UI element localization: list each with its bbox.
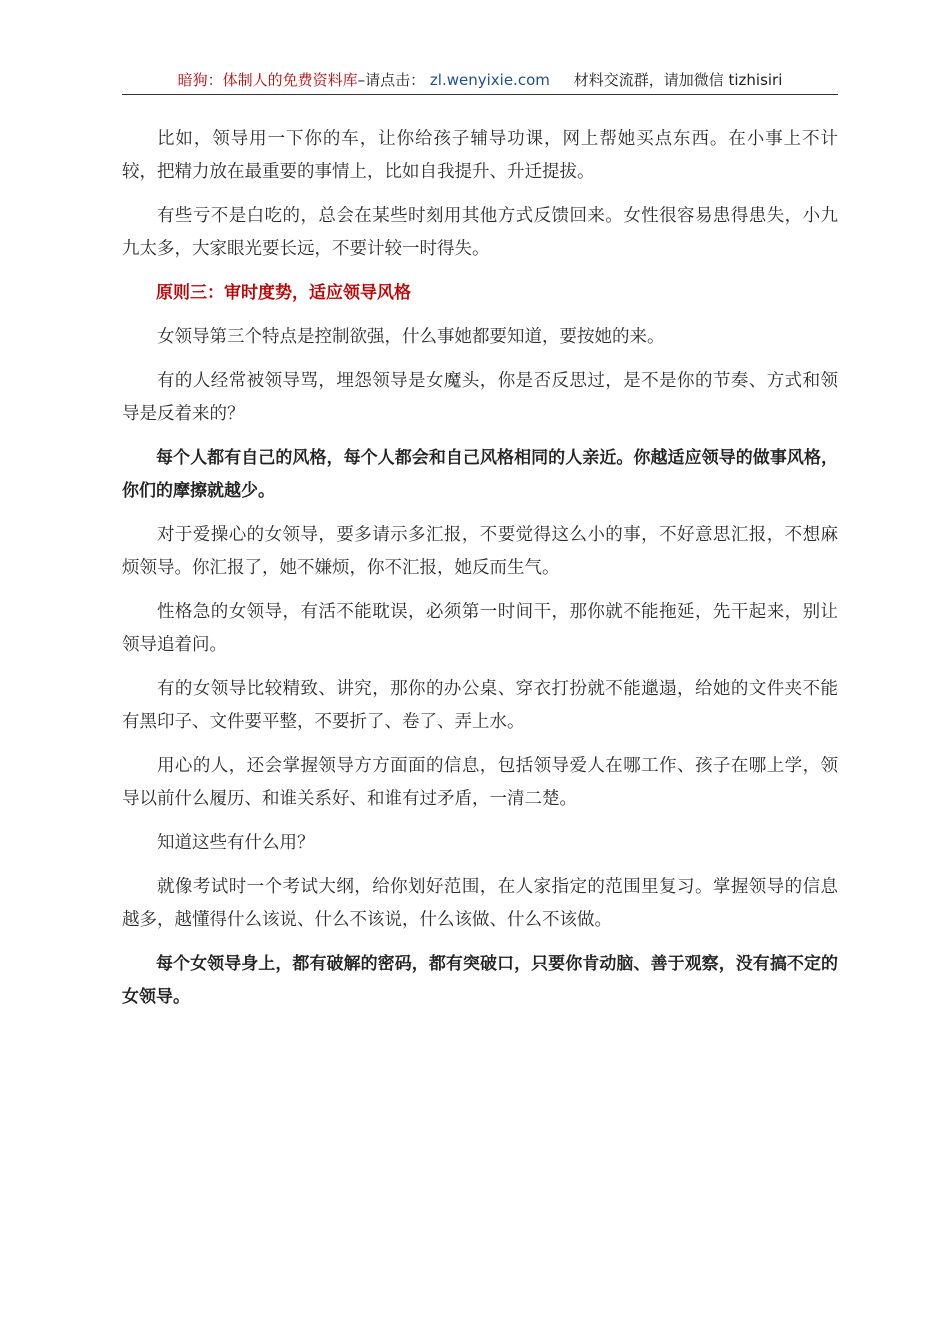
header-url-link[interactable]: zl.wenyixie.com — [429, 71, 550, 89]
paragraph: 用心的人，还会掌握领导方方面面的信息，包括领导爱人在哪工作、孩子在哪上学，领导以前什么履历、和谁关系好、和谁有过矛盾，一清二楚。 — [122, 756, 838, 809]
header-site-name: 暗狗：体制人的免费资料库 — [177, 71, 358, 89]
paragraph: 就像考试时一个考试大纲，给你划好范围，在人家指定的范围里复习。掌握领导的信息越多，越懂得什么该说、什么不该说，什么该做、什么不该做。 — [122, 877, 838, 930]
paragraph: 有的人经常被领导骂，埋怨领导是女魔头，你是否反思过，是不是你的节奏、方式和领导是反着来的？ — [122, 371, 838, 424]
paragraph: 有些亏不是白吃的，总会在某些时刻用其他方式反馈回来。女性很容易患得患失，小九九太多，大家眼光要长远，不要计较一时得失。 — [122, 206, 838, 259]
article-body — [122, 123, 838, 1025]
bold-paragraph: 每个人都有自己的风格，每个人都会和自己风格相同的人亲近。你越适应领导的做事风格，你们的摩擦就越少。 — [122, 448, 838, 501]
paragraph: 比如，领导用一下你的车，让你给孩子辅导功课，网上帮她买点东西。在小事上不计较，把精力放在最重要的事情上，比如自我提升、升迁提拔。 — [122, 129, 838, 182]
header-wechat-note: 材料交流群，请加微信 tizhisiri — [573, 71, 783, 89]
section-heading: 原则三：审时度势，适应领导风格 — [156, 283, 411, 303]
paragraph: 性格急的女领导，有活不能耽误，必须第一时间干，那你就不能拖延，先干起来，别让领导追着问。 — [122, 602, 838, 655]
page-header — [122, 70, 838, 95]
bold-paragraph: 每个女领导身上，都有破解的密码，都有突破口，只要你肯动脑、善于观察，没有搞不定的女领导。 — [122, 954, 838, 1007]
paragraph: 知道这些有什么用？ — [157, 833, 315, 853]
paragraph: 女领导第三个特点是控制欲强，什么事她都要知道，要按她的来。 — [157, 327, 665, 347]
header-click-prompt: –请点击： — [357, 71, 426, 89]
paragraph: 有的女领导比较精致、讲究，那你的办公桌、穿衣打扮就不能邋遢，给她的文件夹不能有黑印子、文件要平整，不要折了、卷了、弄上水。 — [122, 679, 838, 732]
paragraph: 对于爱操心的女领导，要多请示多汇报，不要觉得这么小的事，不好意思汇报，不想麻烦领导。你汇报了，她不嫌烦，你不汇报，她反而生气。 — [122, 525, 838, 578]
